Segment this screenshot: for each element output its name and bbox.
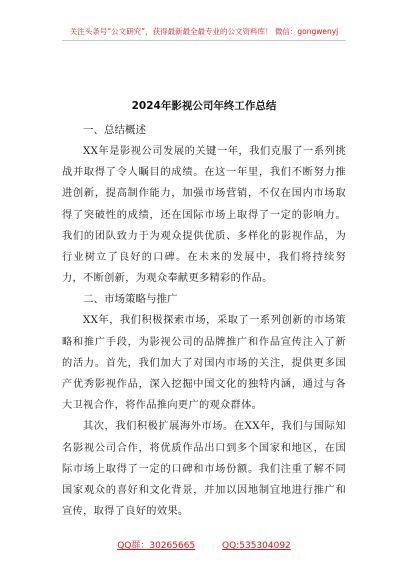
- qq-contact-link[interactable]: QQ:535304092: [222, 541, 291, 551]
- paragraph-domestic-market: XX年，我们积极探索市场，采取了一系列创新的市场策略和推广手段，为影视公司的品牌推广和作品宣传注入了新的活力。首先，我们加大了对国内市场的关注，提供更多国产优秀影视作品，深入挖掘中国文化的独特内涵，通过与各大卫视合作，将作品推向更广的观众群体。: [62, 315, 346, 412]
- header-divider: [62, 40, 346, 41]
- qq-group-link[interactable]: QQ群：30265665: [117, 541, 196, 551]
- document-title: 2024年影视公司年终工作总结: [131, 100, 277, 112]
- section-heading-marketing: 二、市场策略与推广: [83, 293, 178, 306]
- footer-contact: [0, 538, 408, 551]
- paragraph-overseas-market: 其次，我们积极扩展海外市场。在XX年，我们与国际知名影视公司合作，将优质作品出口到多个国家和地区，在国际市场上取得了一定的口碑和市场份额。我们注重了解不同国家观众的喜好和文化背景，并加以因地制宜地进行推广和宣传，取得了良好的效果。: [62, 421, 346, 518]
- paragraph-overview: XX年是影视公司发展的关键一年，我们克服了一系列挑战并取得了令人瞩目的成绩。在这一年里，我们不断努力推进创新，提高制作能力，加强市场营销，不仅在国内市场取得了突破性的成绩，还在国际市场上取得了一定的影响力。我们的团队致力于为观众提供优质、多样化的影视作品，为行业树立了良好的口碑。在未来的发展中，我们将持续努力，不断创新，为观众奉献更多精彩的作品。: [62, 146, 346, 285]
- document-body: [62, 120, 346, 522]
- header-banner: 关注头条号“公文研究”，获得最新最全最专业的公文资料库！ 微信：gongwenyj: [69, 27, 339, 36]
- section-heading-overview: 一、总结概述: [83, 124, 146, 136]
